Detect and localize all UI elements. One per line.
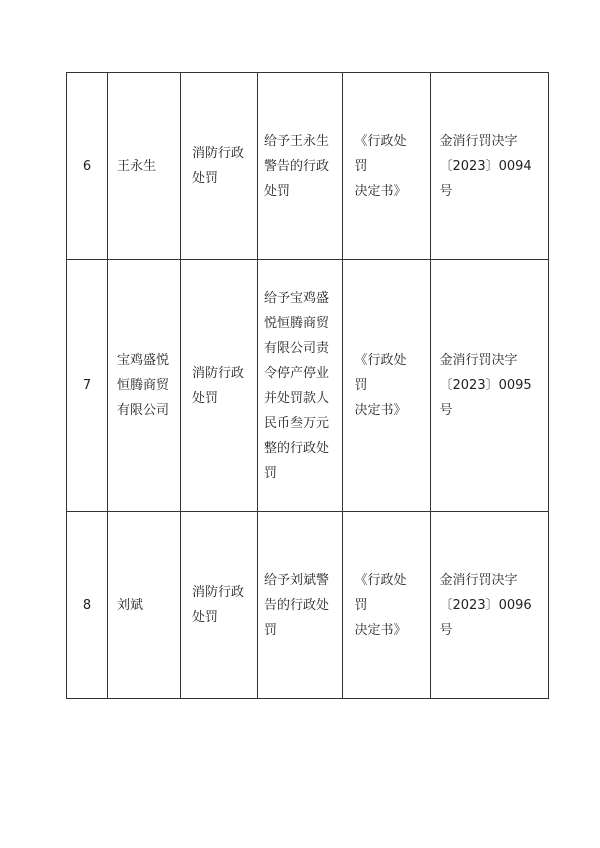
document-number-text: 金消行罚决字 〔2023〕0096 号 [439, 572, 532, 638]
decision-document-text: 《行政处罚 决定书》 [354, 572, 407, 638]
penalty-records-table [66, 72, 549, 699]
penalty-type-cell [181, 260, 258, 512]
party-text: 宝鸡盛悦 恒腾商贸 有限公司 [117, 353, 170, 418]
penalty-type-text: 消防行政 处罚 [192, 585, 245, 625]
penalty-content-cell [258, 260, 343, 512]
table-row [67, 512, 549, 699]
table-row [67, 260, 549, 512]
party-text: 刘斌 [117, 597, 144, 613]
decision-document-text: 《行政处罚 决定书》 [354, 353, 407, 418]
penalty-type-cell [181, 512, 258, 699]
decision-document-text: 《行政处罚 决定书》 [354, 133, 407, 199]
party-cell [108, 260, 181, 512]
row-number-cell: 7 [67, 260, 108, 512]
row-number-cell: 6 [67, 73, 108, 260]
party-cell [108, 73, 181, 260]
penalty-content-cell [258, 512, 343, 699]
decision-document-cell [343, 73, 431, 260]
penalty-content-text: 给予刘斌警 告的行政处 罚 [264, 572, 330, 638]
decision-document-cell [343, 512, 431, 699]
penalty-type-text: 消防行政 处罚 [192, 365, 245, 406]
document-number-text: 金消行罚决字 〔2023〕0094 号 [439, 133, 532, 199]
party-cell [108, 512, 181, 699]
penalty-content-cell [258, 73, 343, 260]
document-number-cell [431, 512, 549, 699]
document-number-cell [431, 73, 549, 260]
row-number-cell: 8 [67, 512, 108, 699]
table-row [67, 73, 549, 260]
penalty-type-cell [181, 73, 258, 260]
penalty-content-text: 给予王永生 警告的行政 处罚 [264, 133, 330, 199]
penalty-content-text: 给予宝鸡盛 悦恒腾商贸 有限公司责 令停产停业 并处罚款人 民币叁万元 整的行政处 罚 [264, 290, 330, 481]
decision-document-cell [343, 260, 431, 512]
party-text: 王永生 [117, 158, 157, 174]
document-number-cell [431, 260, 549, 512]
document-number-text: 金消行罚决字 〔2023〕0095 号 [439, 353, 532, 418]
penalty-type-text: 消防行政 处罚 [192, 146, 245, 186]
